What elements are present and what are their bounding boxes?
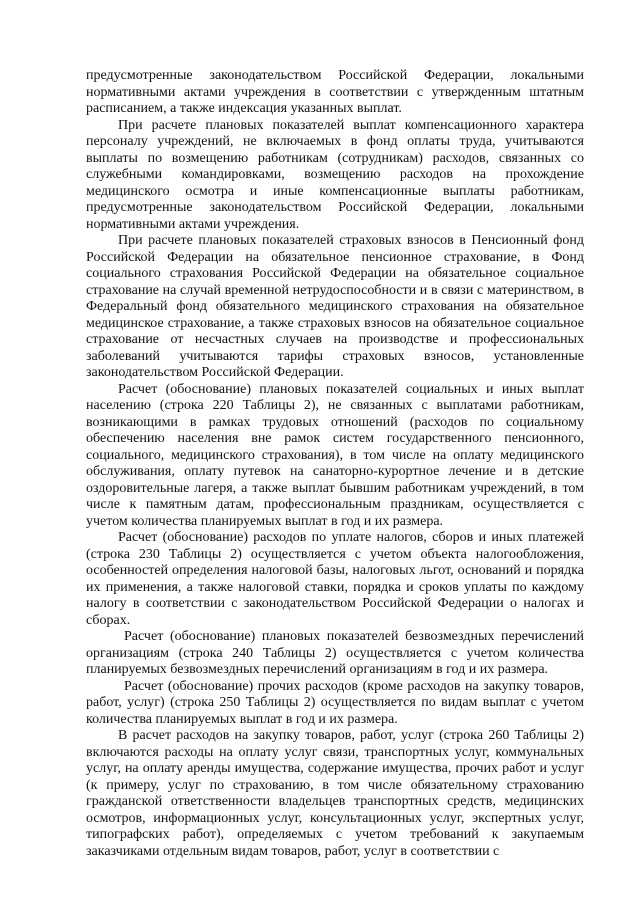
paragraph-2: При расчете плановых показателей выплат компенсационного характера персоналу учреждений, не включаемых в фонд оплаты труда, учитываются выплаты по возмещению работникам (сотрудникам) расходов, связанных со служебными командировками, возмещению расходов на прохождение медицинского осмотра и иные компенсационные выплаты работникам, предусмотренные законодательством Российской Федерации, локальными нормативными актами учреждения. [86,117,584,232]
paragraph-3: При расчете плановых показателей страховых взносов в Пенсионный фонд Российской Федерации на обязательное пенсионное страхование, в Фонд социального страхования Российской Федерации на обязательное социальное страхование на случай временной нетрудоспособности и в связи с материнством, в Федеральный фонд обязательного медицинского страхования на обязательное медицинское страхование, а также страховых взносов на обязательное социальное страхование от несчастных случаев на производстве и профессиональных заболеваний учитываются тарифы страховых взносов, установленные законодательством Российской Федерации. [86,233,584,380]
paragraph-4: Расчет (обоснование) плановых показателей социальных и иных выплат населению (строка 220 Таблицы 2), не связанных с выплатами работникам, возникающими в рамках трудовых отношений (расходов по социальному обеспечению населения вне рамок систем государственного пенсионного, социального, медицинского страхования), в том числе на оплату медицинского обслуживания, оплату путевок на санаторно-курортное лечение и в детские оздоровительные лагеря, а также выплат бывшим работникам учреждений, в том числе к памятным датам, профессиональным праздникам, осуществляется с учетом количества планируемых выплат в год и их размера. [86,381,584,529]
document-page [86,68,584,860]
paragraph-7: Расчет (обоснование) прочих расходов (кроме расходов на закупку товаров, работ, услуг) (строка 250 Таблицы 2) осуществляется по видам выплат с учетом количества планируемых выплат в год и их размера. [86,678,584,727]
paragraph-5: Расчет (обоснование) расходов по уплате налогов, сборов и иных платежей (строка 230 Таблицы 2) осуществляется с учетом объекта налогообложения, особенностей определения налоговой базы, налоговых льгот, оснований и порядка их применения, а также налоговой ставки, порядка и сроков уплаты по каждому налогу в соответствии с законодательством Российской Федерации о налогах и сборах. [86,530,584,628]
paragraph-8: В расчет расходов на закупку товаров, работ, услуг (строка 260 Таблицы 2) включаются расходы на оплату услуг связи, транспортных услуг, коммунальных услуг, на оплату аренды имущества, содержание имущества, прочих работ и услуг (к примеру, услуг по страхованию, в том числе обязательному страхованию гражданской ответственности владельцев транспортных средств, медицинских осмотров, информационных услуг, консультационных услуг, экспертных услуг, типографских работ), определяемых с учетом требований к закупаемым заказчиками отдельным видам товаров, работ, услуг в соответствии с [86,728,584,859]
paragraph-1: предусмотренные законодательством Российской Федерации, локальными нормативными актами учреждения в соответствии с утвержденным штатным расписанием, а также индексация указанных выплат. [86,68,584,116]
paragraph-6: Расчет (обоснование) плановых показателей безвозмездных перечислений организациям (строка 240 Таблицы 2) осуществляется с учетом количества планируемых безвозмездных перечислений организациям в год и их размера. [86,629,584,677]
